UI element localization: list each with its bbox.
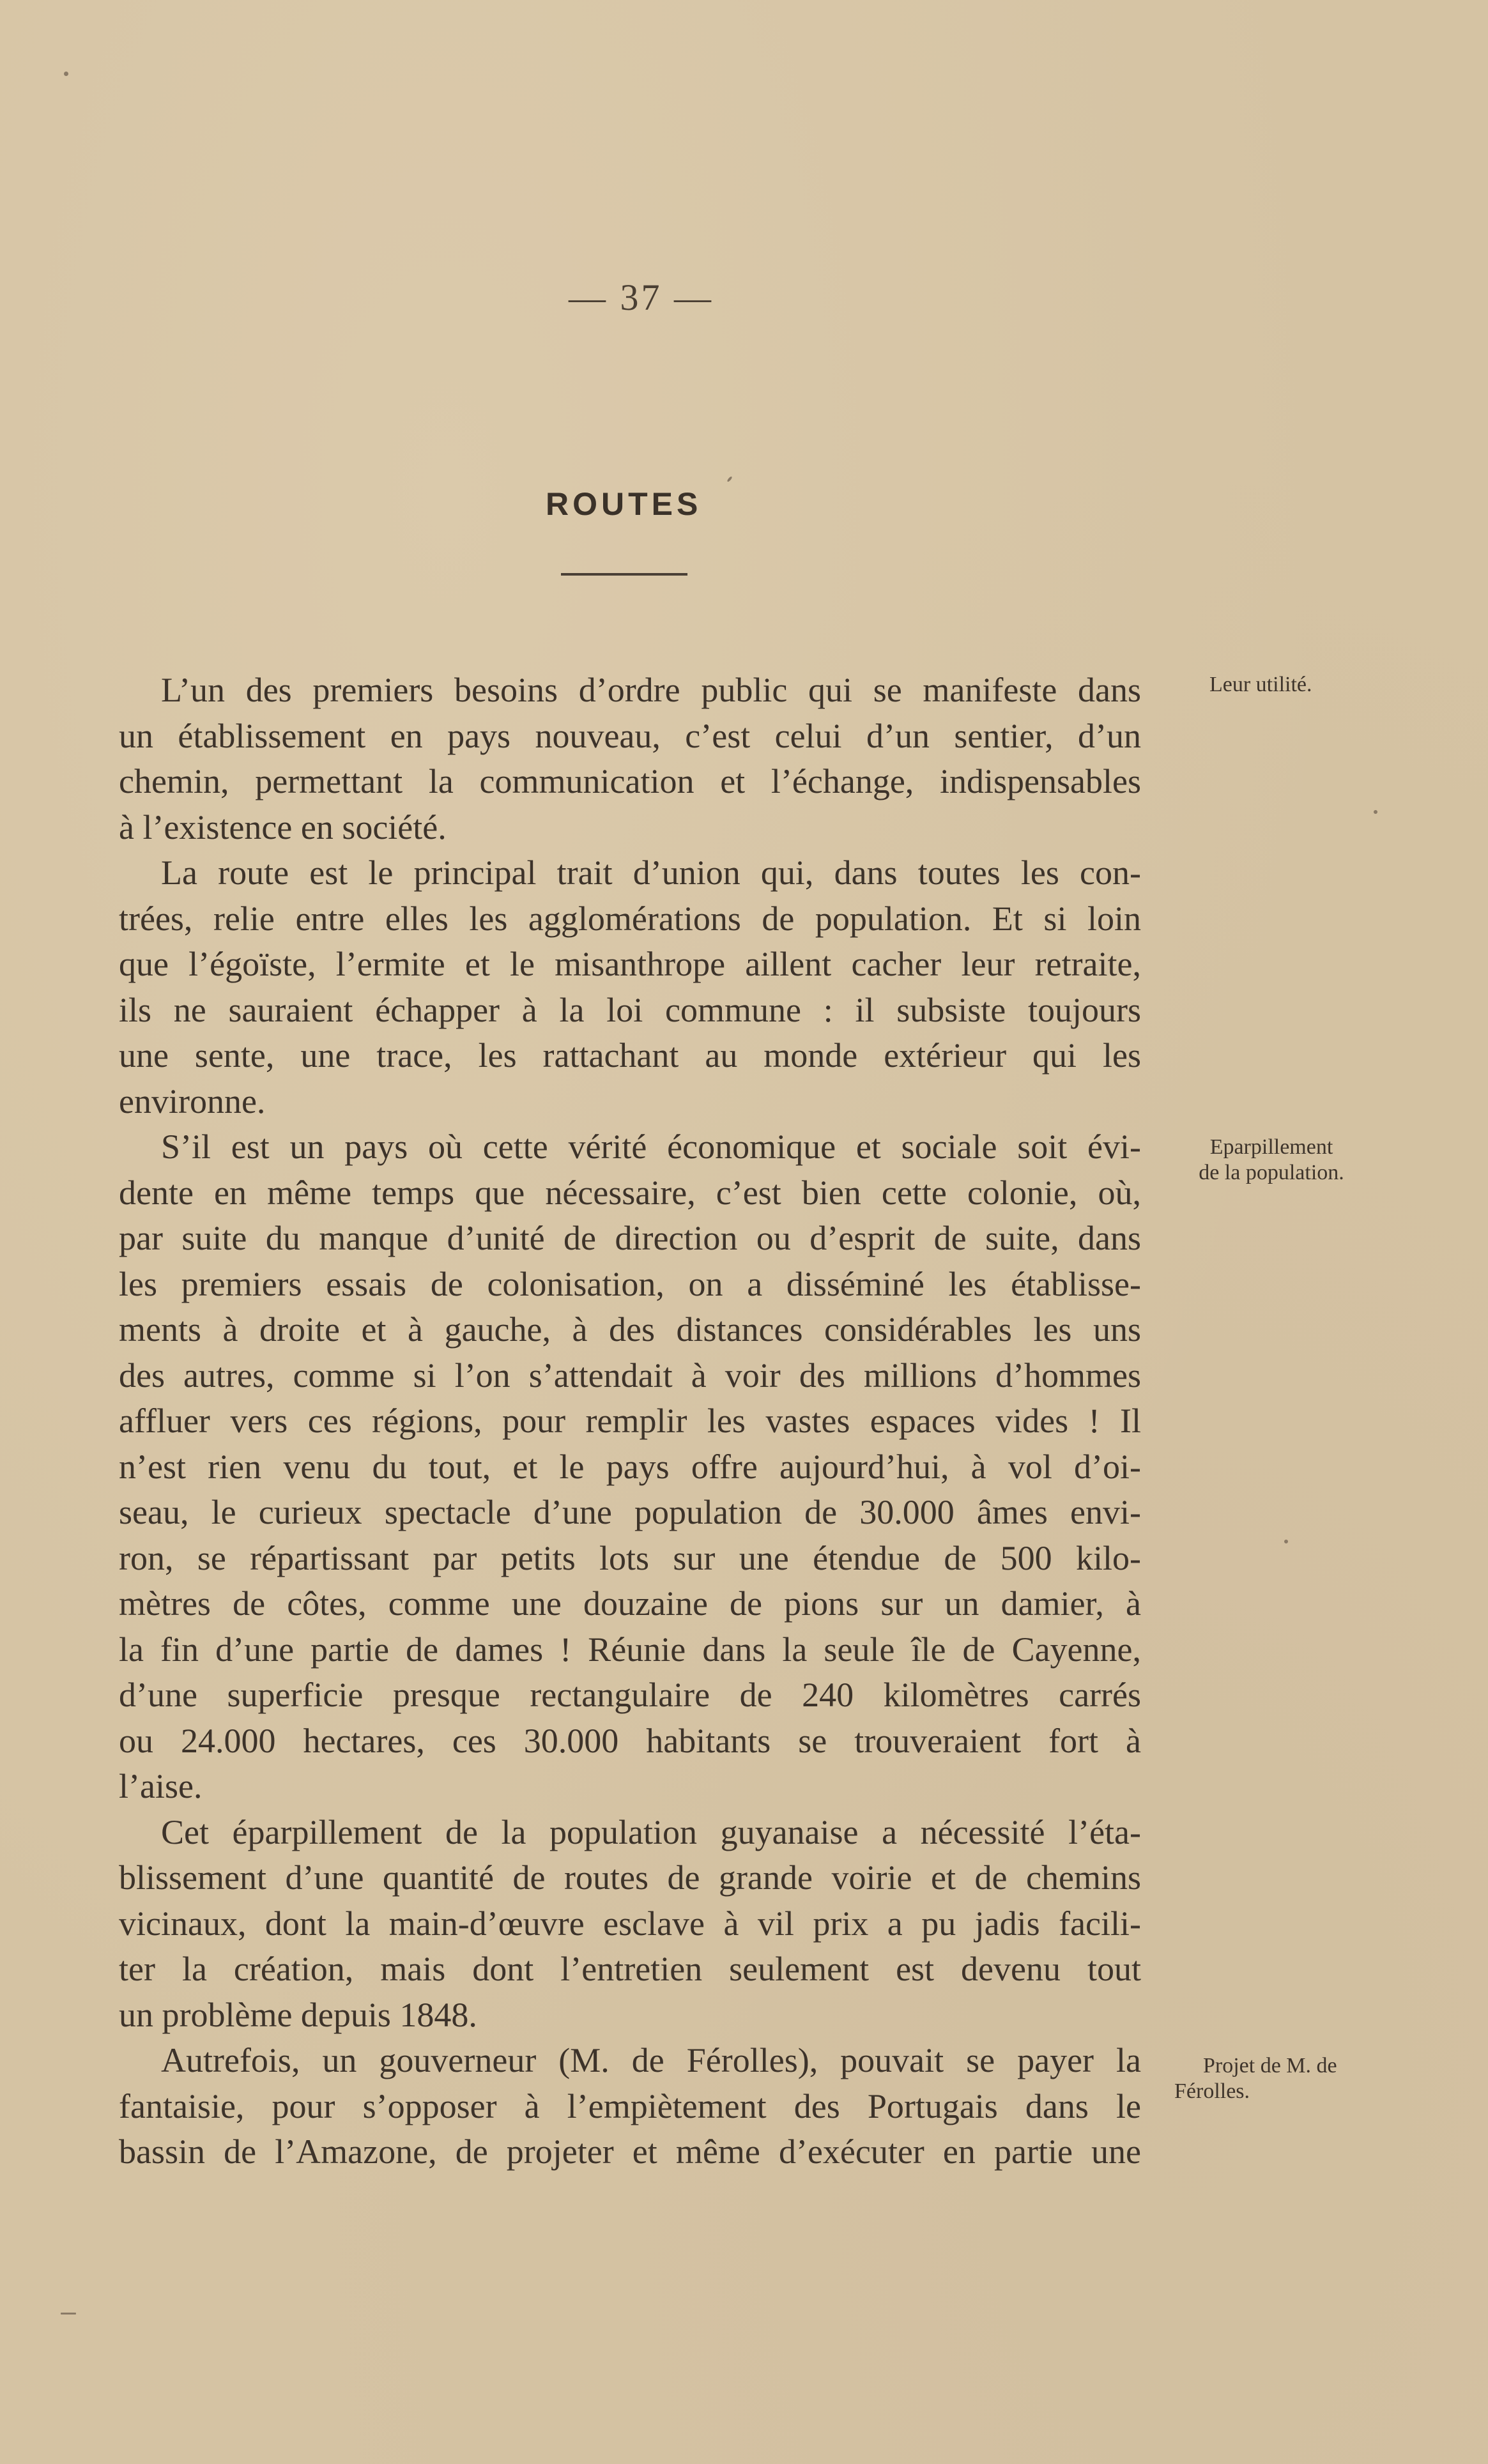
paragraph-trait-union	[119, 850, 1141, 1124]
margin-note-eparpillement	[1176, 1135, 1367, 1186]
text-line: une sente, une trace, les rattachant au monde extérieur qui les	[119, 1036, 1141, 1075]
text-line: vicinaux, dont la main-d’œuvre esclave à vil prix a pu jadis facili-	[119, 1904, 1141, 1943]
text-line: ou 24.000 hectares, ces 30.000 habitants se trouveraient fort à	[119, 1721, 1141, 1760]
text-line: mètres de côtes, comme une douzaine de pions sur un damier, à	[119, 1584, 1141, 1623]
text-line: L’un des premiers besoins d’ordre public qui se manifeste dans	[161, 671, 1141, 709]
paragraph-eparpillement	[119, 1124, 1141, 1810]
margin-note-line: Eparpillement	[1209, 1135, 1333, 1159]
paper-speck	[64, 72, 68, 76]
paper-speck	[1374, 810, 1377, 814]
text-line: la fin d’une partie de dames ! Réunie dans la seule île de Cayenne,	[119, 1630, 1141, 1669]
text-line: affluer vers ces régions, pour remplir les vastes espaces vides ! Il	[119, 1402, 1141, 1440]
text-line: dente en même temps que nécessaire, c’est bien cette colonie, où,	[119, 1173, 1141, 1212]
text-line: Autrefois, un gouverneur (M. de Férolles), pouvait se payer la	[161, 2041, 1141, 2079]
text-line: à l’existence en société.	[119, 807, 447, 846]
text-line: d’une superficie presque rectangulaire de 240 kilomètres carrés	[119, 1676, 1141, 1714]
paper-speck	[61, 2313, 76, 2315]
paper-speck	[1284, 1540, 1288, 1543]
text-line: blissement d’une quantité de routes de grande voirie et de chemins	[119, 1858, 1141, 1897]
paragraph-routes-voirie	[119, 1810, 1141, 2039]
text-line: ils ne sauraient échapper à la loi commune : il subsiste toujours	[119, 990, 1141, 1029]
text-line: un problème depuis 1848.	[119, 1995, 477, 2034]
paper-speck	[726, 476, 732, 482]
text-line: des autres, comme si l’on s’attendait à voir des millions d’hommes	[119, 1356, 1141, 1395]
text-line: La route est le principal trait d’union qui, dans toutes les con-	[161, 853, 1141, 892]
text-line: ron, se répartissant par petits lots sur une étendue de 500 kilo-	[119, 1538, 1141, 1577]
text-line: environne.	[119, 1082, 266, 1121]
margin-note-line: de la population.	[1199, 1161, 1344, 1184]
margin-note-line: Leur utilité.	[1209, 673, 1312, 696]
margin-note-line: Férolles.	[1174, 2079, 1250, 2103]
body-text	[119, 668, 1141, 2175]
text-line: l’aise.	[119, 1767, 203, 1805]
margin-note-ferolles	[1174, 2053, 1337, 2104]
text-line: ter la création, mais dont l’entretien seulement est devenu tout	[119, 1950, 1141, 1988]
page-number: — 37 —	[569, 277, 714, 318]
paragraph-ferolles	[119, 2038, 1141, 2175]
text-line: que l’égoïste, l’ermite et le misanthrope aillent cacher leur retraite,	[119, 945, 1141, 983]
text-line: ments à droite et à gauche, à des distances considérables les uns	[119, 1310, 1141, 1349]
text-line: chemin, permettant la communication et l’échange, indispensables	[119, 762, 1141, 800]
text-line: seau, le curieux spectacle d’une population de 30.000 âmes envi-	[119, 1493, 1141, 1531]
paragraph-utilite	[119, 668, 1141, 850]
title-underline-rule	[561, 573, 687, 576]
text-line: par suite du manque d’unité de direction ou d’esprit de suite, dans	[119, 1219, 1141, 1257]
margin-note-utilite	[1209, 672, 1312, 698]
text-line: un établissement en pays nouveau, c’est celui d’un sentier, d’un	[119, 716, 1141, 755]
section-title: ROUTES	[546, 486, 702, 522]
text-line: bassin de l’Amazone, de projeter et même d’exécuter en partie une	[119, 2132, 1141, 2171]
text-line: trées, relie entre elles les agglomérations de population. Et si loin	[119, 899, 1141, 938]
margin-note-line: Projet de M. de	[1203, 2054, 1337, 2078]
text-line: S’il est un pays où cette vérité économique et sociale soit évi-	[161, 1128, 1141, 1166]
text-line: Cet éparpillement de la population guyanaise a nécessité l’éta-	[161, 1812, 1141, 1851]
text-line: les premiers essais de colonisation, on a disséminé les établisse-	[119, 1264, 1141, 1303]
text-line: fantaisie, pour s’opposer à l’empiètement des Portugais dans le	[119, 2086, 1141, 2125]
text-line: n’est rien venu du tout, et le pays offre aujourd’hui, à vol d’oi-	[119, 1447, 1141, 1486]
